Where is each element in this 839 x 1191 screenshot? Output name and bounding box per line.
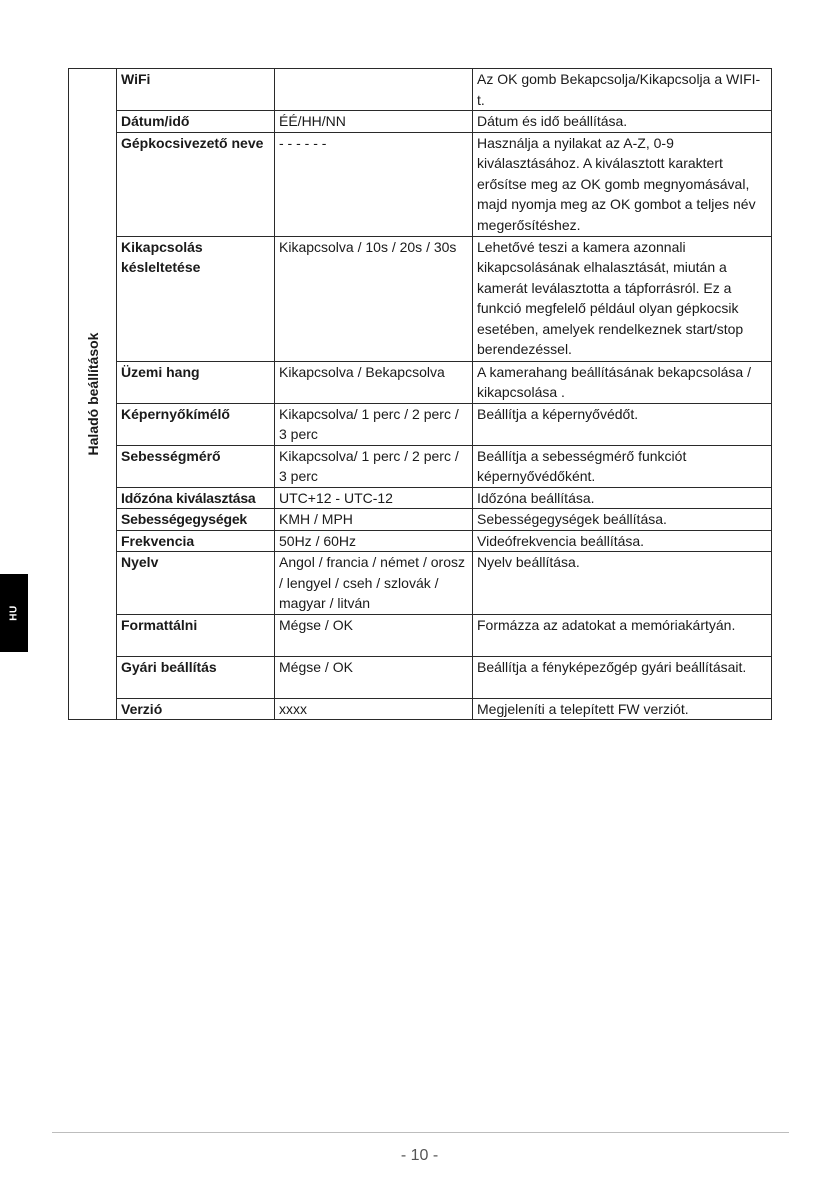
table-row <box>69 614 772 656</box>
setting-name: Sebességmérő <box>117 445 275 487</box>
table-row <box>69 509 772 531</box>
setting-description: Beállítja a képernyővédőt. <box>473 403 772 445</box>
table-row <box>69 132 772 236</box>
group-cell <box>69 69 117 720</box>
setting-value: ÉÉ/HH/NN <box>275 111 473 133</box>
setting-name: Nyelv <box>117 552 275 615</box>
setting-value <box>275 69 473 111</box>
table-row <box>69 552 772 615</box>
table-row <box>69 698 772 720</box>
setting-name: Frekvencia <box>117 530 275 552</box>
table-row <box>69 487 772 509</box>
setting-name: Sebességegységek <box>117 509 275 531</box>
footer-divider <box>52 1132 789 1133</box>
setting-description: Beállítja a fényképezőgép gyári beállításait. <box>473 656 772 698</box>
setting-name: Üzemi hang <box>117 361 275 403</box>
setting-value: Kikapcsolva / 10s / 20s / 30s <box>275 236 473 361</box>
setting-name: Verzió <box>117 698 275 720</box>
setting-description: Használja a nyilakat az A-Z, 0-9 kiválasztásához. A kiválasztott karaktert erősítse meg az OK gomb megnyomásával, majd nyomja meg az OK gombot a teljes név megerősítéshez. <box>473 132 772 236</box>
language-tab <box>0 574 28 652</box>
setting-description: Az OK gomb Bekapcsolja/Kikapcsolja a WIFI-t. <box>473 69 772 111</box>
setting-name: Kikapcsolás késleltetése <box>117 236 275 361</box>
setting-value: Kikapcsolva/ 1 perc / 2 perc / 3 perc <box>275 403 473 445</box>
table-row <box>69 403 772 445</box>
language-tab-label: HU <box>8 605 20 621</box>
group-label: Haladó beállítások <box>84 332 101 456</box>
setting-description: Videófrekvencia beállítása. <box>473 530 772 552</box>
setting-value: - - - - - - <box>275 132 473 236</box>
setting-value: Mégse / OK <box>275 656 473 698</box>
setting-description: Sebességegységek beállítása. <box>473 509 772 531</box>
table-row <box>69 530 772 552</box>
table-row <box>69 111 772 133</box>
setting-description: Dátum és idő beállítása. <box>473 111 772 133</box>
setting-description: Megjeleníti a telepített FW verziót. <box>473 698 772 720</box>
setting-value: 50Hz / 60Hz <box>275 530 473 552</box>
setting-name: Gépkocsivezető neve <box>117 132 275 236</box>
setting-name: Gyári beállítás <box>117 656 275 698</box>
setting-description: Formázza az adatokat a memóriakártyán. <box>473 614 772 656</box>
setting-value: Angol / francia / német / orosz / lengyel / cseh / szlovák / magyar / litván <box>275 552 473 615</box>
setting-name: Formattálni <box>117 614 275 656</box>
setting-name: Dátum/idő <box>117 111 275 133</box>
setting-description: Beállítja a sebességmérő funkciót képernyővédőként. <box>473 445 772 487</box>
setting-value: UTC+12 - UTC-12 <box>275 487 473 509</box>
table-row <box>69 236 772 361</box>
table-row <box>69 69 772 111</box>
setting-description: Lehetővé teszi a kamera azonnali kikapcsolásának elhalasztását, miután a kamerát leválasztotta a tápforrásról. Ez a funkció megfelelő például olyan gépkocsik esetében, amelyek rendelkeznek start/stop berendezéssel. <box>473 236 772 361</box>
setting-description: A kamerahang beállításának bekapcsolása / kikapcsolása . <box>473 361 772 403</box>
setting-value: xxxx <box>275 698 473 720</box>
setting-value: KMH / MPH <box>275 509 473 531</box>
setting-description: Nyelv beállítása. <box>473 552 772 615</box>
setting-value: Kikapcsolva/ 1 perc / 2 perc / 3 perc <box>275 445 473 487</box>
setting-name: WiFi <box>117 69 275 111</box>
page-number: - 10 - <box>400 1147 439 1164</box>
setting-value: Kikapcsolva / Bekapcsolva <box>275 361 473 403</box>
setting-value: Mégse / OK <box>275 614 473 656</box>
table-row <box>69 361 772 403</box>
table-row <box>69 445 772 487</box>
setting-name: Képernyőkímélő <box>117 403 275 445</box>
table-row <box>69 656 772 698</box>
setting-name: Időzóna kiválasztása <box>117 487 275 509</box>
setting-description: Időzóna beállítása. <box>473 487 772 509</box>
advanced-settings-table <box>68 68 772 720</box>
